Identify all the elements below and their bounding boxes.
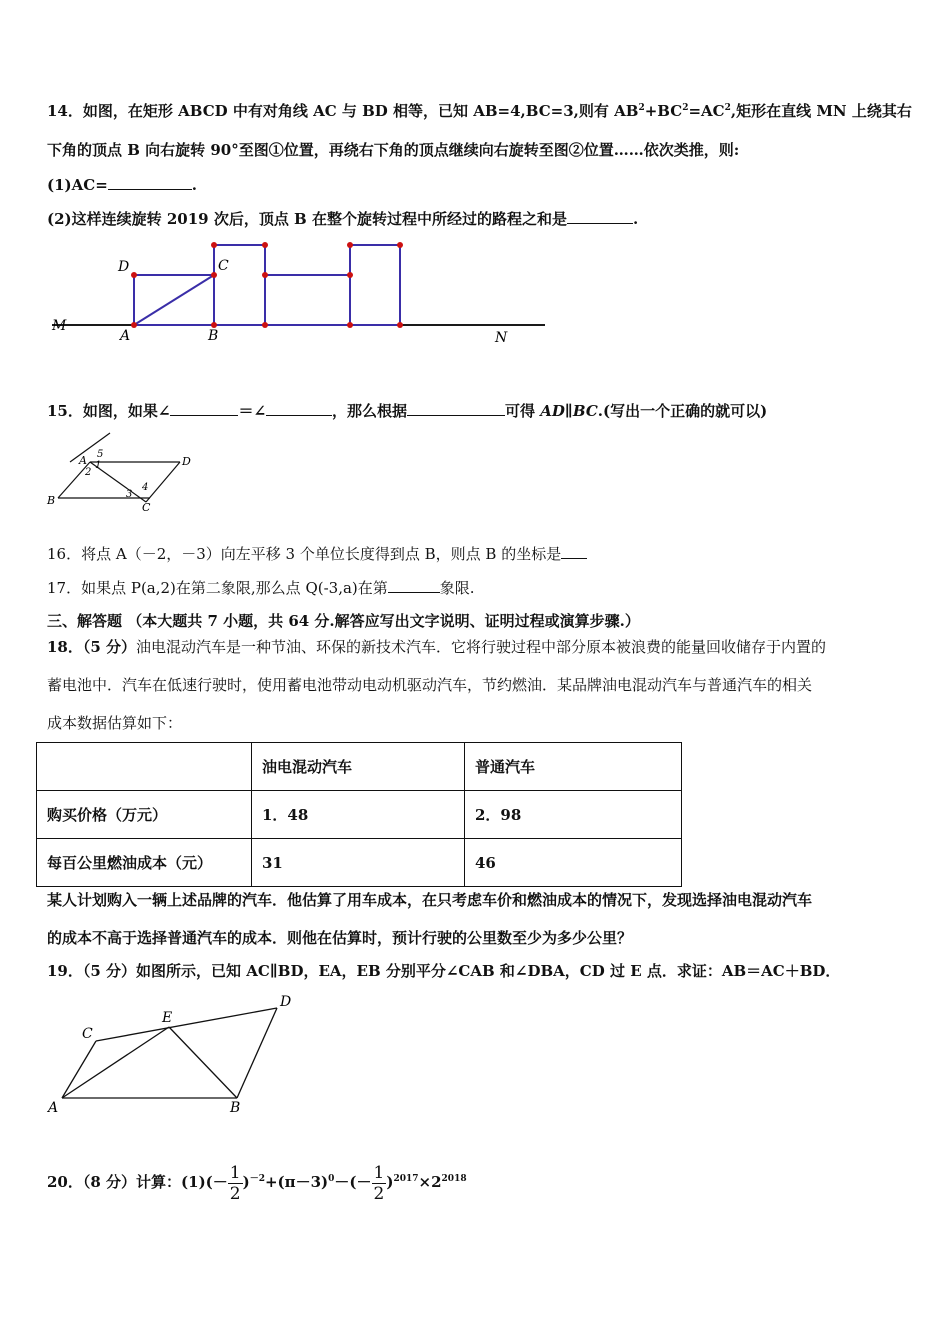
answer-blank [567,209,633,224]
fraction-half: $\frac{1}{2}$ [373,1162,385,1204]
section-3-header: 三、解答题 （本大题共 7 小题，共 64 分.解答应写出文字说明、证明过程或演算步骤.） [47,612,640,630]
label-E: E [162,1010,173,1026]
q18-line3: 成本数据估算如下： [47,714,183,732]
table-cell: 31 [252,839,465,887]
answer-blank [170,401,238,416]
q20-line: 20．（8 分）计算：(1)(－ $\frac{1}{2}$ )$^{-2}+(\pi-3)^0-(-$ $\frac{1}{2}$ )$^{2017}\times 2^{2018}$ [47,1162,467,1204]
cost-table [36,742,682,887]
q14-line4: (2)这样连续旋转 2019 次后，顶点 B 在整个旋转过程中所经过的路程之和是 . [47,210,639,228]
angle-1: 1 [95,460,102,471]
parallelogram-figure [42,430,202,515]
answer-blank [266,401,332,416]
table-cell: 普通汽车 [465,743,682,791]
label-C: C [142,501,151,514]
label-M: M [52,318,67,334]
q17-line: 17．如果点 P(a,2)在第二象限,那么点 Q(-3,a)在第 象限. [47,579,475,597]
proof-figure [44,990,304,1115]
table-row [37,791,682,839]
label-B: B [208,328,219,344]
angle-3: 3 [126,489,133,500]
answer-blank [561,544,587,559]
label-D: D [118,259,130,275]
answer-blank [388,578,440,593]
q14-line1: 14．如图，在矩形 ABCD 中有对角线 AC 与 BD 相等，已知 AB=4,BC=3,则有 $AB^2+BC^2=AC^2$,矩形在直线 MN 上绕其右 [47,102,912,120]
rotation-figure [40,235,560,350]
table-cell: 购买价格（万元） [37,791,252,839]
label-C: C [82,1026,93,1042]
angle-2: 2 [85,467,92,478]
answer-blank [407,401,505,416]
angle-5: 5 [97,449,104,460]
q15-line: 15．如图，如果∠ ＝∠ ，那么根据 可得 AD∥BC.(写出一个正确的就可以) [47,402,768,420]
label-N: N [495,330,508,346]
label-A: A [79,454,87,467]
answer-blank [108,175,192,190]
q16-line: 16．将点 A（－2，－3）向左平移 3 个单位长度得到点 B，则点 B 的坐标是 [47,543,587,565]
angle-4: 4 [142,482,149,493]
table-cell: 油电混动汽车 [252,743,465,791]
q14-line3: (1)AC= . [47,176,198,194]
table-cell: 1．48 [252,791,465,839]
q18-after2: 的成本不高于选择普通汽车的成本．则他在估算时，预计行驶的公里数至少为多少公里？ [47,929,633,947]
table-cell: 46 [465,839,682,887]
table-row [37,839,682,887]
label-D: D [182,455,191,468]
fraction-half: $\frac{1}{2}$ [229,1162,241,1204]
table-cell [37,743,252,791]
table-cell: 2．98 [465,791,682,839]
q18-line2: 蓄电池中．汽车在低速行驶时，使用蓄电池带动电动机驱动汽车，节约燃油．某品牌油电混动汽车与普通汽车的相关 [47,676,813,694]
label-B: B [47,494,56,507]
table-cell: 每百公里燃油成本（元） [37,839,252,887]
label-D: D [280,994,292,1010]
label-A: A [120,328,131,344]
q19-line: 19．（5 分）如图所示，已知 AC∥BD，EA，EB 分别平分∠CAB 和∠DBA，CD 过 E 点．求证：AB＝AC＋BD． [47,962,841,980]
label-B: B [230,1100,241,1115]
q14-line2: 下角的顶点 B 向右旋转 90°至图①位置，再绕右下角的顶点继续向右旋转至图②位置……依次类推，则: [47,141,740,159]
label-A: A [48,1100,59,1115]
label-C: C [218,258,229,274]
q18-line1: 18．（5 分）油电混动汽车是一种节油、环保的新技术汽车．它将行驶过程中部分原本被浪费的能量回收储存于内置的 [47,638,827,656]
q18-after1: 某人计划购入一辆上述品牌的汽车．他估算了用车成本，在只考虑车价和燃油成本的情况下，发现选择油电混动汽车 [47,891,813,909]
table-header-row [37,743,682,791]
